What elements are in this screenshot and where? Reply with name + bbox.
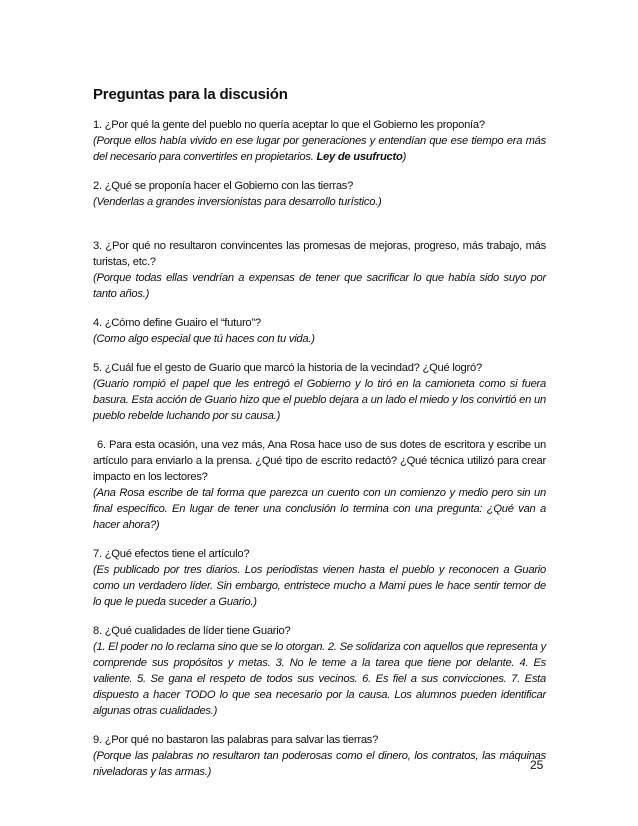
- question-text: 9. ¿Por qué no bastaron las palabras para salvar las tierras?: [93, 734, 379, 746]
- question-text: 4. ¿Cómo define Guairo el “futuro”?: [93, 317, 261, 329]
- page-number: 25: [530, 758, 544, 772]
- question-block-5: [93, 360, 546, 424]
- question-text: 7. ¿Qué efectos tiene el artículo?: [93, 548, 250, 560]
- answer-text: (Como algo especial que tú haces con tu vida.): [93, 333, 315, 345]
- answer-body: (Porque ellos había vivido en ese lugar por generaciones y entendían que ese tiempo era más del necesario para convertirles en propietarios.: [93, 135, 546, 163]
- question-text: 2. ¿Qué se proponía hacer el Gobierno con las tierras?: [93, 180, 354, 192]
- answer-text: (Porque las palabras no resultaron tan poderosas como el dinero, los contratos, las máquinas niveladoras y las armas.): [93, 750, 546, 778]
- question-text: 5. ¿Cuál fue el gesto de Guario que marcó la historia de la vecindad? ¿Qué logró?: [93, 362, 482, 374]
- answer-close: ): [402, 151, 407, 163]
- answer-text: (Venderlas a grandes inversionistas para desarrollo turístico.): [93, 196, 382, 208]
- question-text: 6. Para esta ocasión, una vez más, Ana Rosa hace uso de sus dotes de escritora y escribe un artículo para enviarlo a la prensa. ¿Qué tipo de escrito redactó? ¿Qué técnica utilizó para crear impacto en los lectores?: [93, 439, 546, 483]
- answer-text: (1. El poder no lo reclama sino que se lo otorgan. 2. Se solidariza con aquellos que representa y comprende sus propósitos y metas. 3. No le teme a la tarea que tiene por delante. 4. Es valiente. 5. Se gana el respeto de todos sus vecinos. 6. Es fiel a sus convicciones. 7. Esta dispuesto a hacer TODO lo que sea necesario por la causa. Los alumnos pueden identificar algunas otras cualidades.): [93, 641, 546, 717]
- question-block-3: [93, 238, 546, 302]
- question-block-4: [93, 315, 546, 347]
- question-block-9: [93, 732, 546, 780]
- answer-text: (Guario rompió el papel que les entregó el Gobierno y lo tiró en la camioneta como si fuera basura. Esta acción de Guario hizo que el pueblo dejara a un lado el miedo y los convirtió en un pueblo rebelde luchando por su causa.): [93, 378, 546, 422]
- answer-text: [93, 133, 546, 165]
- answer-bold-term: Ley de usufructo: [316, 151, 403, 163]
- answer-text: (Es publicado por tres diarios. Los periodistas vienen hasta el pueblo y reconocen a Guario como un verdadero líder. Sin embargo, entristece mucho a Mami pues le hace sentir temor de lo que le pueda suceder a Guario.): [93, 564, 546, 608]
- question-text: 1. ¿Por qué la gente del pueblo no quería aceptar lo que el Gobierno les proponía?: [93, 119, 485, 131]
- answer-text: (Ana Rosa escribe de tal forma que parezca un cuento con un comienzo y medio pero sin un final específico. En lugar de tener una conclusión lo termina con una pregunta: ¿Qué van a hacer ahora?): [93, 487, 546, 531]
- question-block-1: [93, 117, 546, 165]
- question-block-8: [93, 623, 546, 719]
- question-block-6: [93, 437, 546, 533]
- question-text: 3. ¿Por qué no resultaron convincentes las promesas de mejoras, progreso, más trabajo, más turistas, etc.?: [93, 240, 546, 268]
- question-block-2: [93, 178, 546, 210]
- page-content: [93, 85, 546, 793]
- question-block-7: [93, 546, 546, 610]
- page-title: Preguntas para la discusión: [93, 86, 288, 103]
- answer-text: (Porque todas ellas vendrían a expensas de tener que sacrificar lo que había sido suyo por tanto años.): [93, 272, 546, 300]
- question-text: 8. ¿Qué cualidades de líder tiene Guario?: [93, 625, 291, 637]
